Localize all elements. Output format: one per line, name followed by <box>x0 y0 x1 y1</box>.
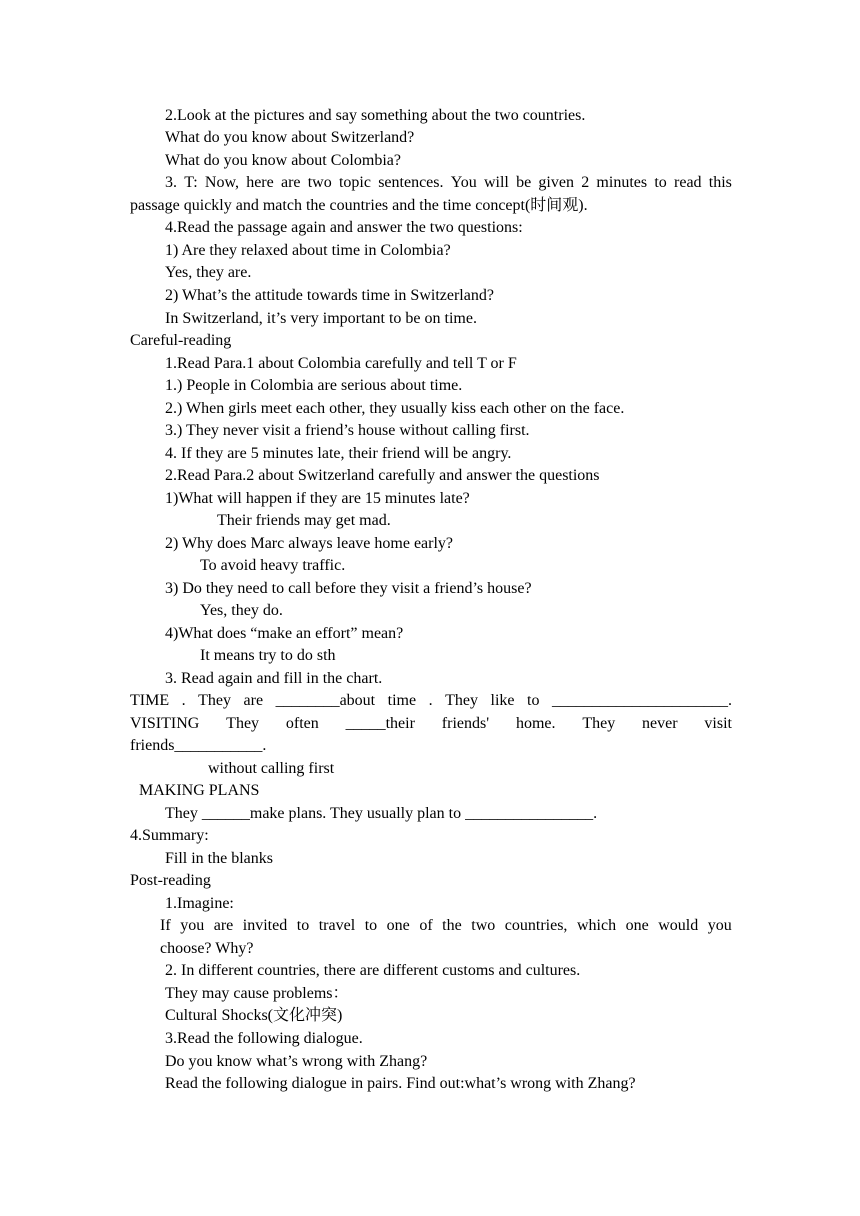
text-line: 2) Why does Marc always leave home early? <box>165 535 454 552</box>
text-line: 4)What does “make an effort” mean? <box>165 625 404 642</box>
text-line: 1.Read Para.1 about Colombia carefully and tell T or F <box>165 355 517 372</box>
text-line: What do you know about Colombia? <box>165 152 401 169</box>
word: one <box>386 917 410 934</box>
word: never <box>642 715 678 732</box>
text-line: 2. In different countries, there are different customs and cultures. <box>165 962 581 979</box>
word: sentences. <box>378 174 444 191</box>
word: TIME <box>130 692 170 709</box>
word: one <box>625 917 649 934</box>
word: home. <box>515 715 556 732</box>
text-line: 3) Do they need to call before they visit a friend’s house? <box>165 580 532 597</box>
text-line: 4. If they are 5 minutes late, their friend will be angry. <box>165 445 512 462</box>
text-line: 2.Read Para.2 about Switzerland carefully and answer the questions <box>165 467 600 484</box>
text-line: friends___________. <box>130 737 267 754</box>
text-line: 2.Look at the pictures and say something about the two countries. <box>165 107 586 124</box>
text-line: In Switzerland, it’s very important to be on time. <box>165 310 477 327</box>
text-line: 2) What’s the attitude towards time in Switzerland? <box>165 287 494 304</box>
text-line: Yes, they are. <box>165 264 252 281</box>
word: ________about <box>275 692 376 709</box>
text-line: To avoid heavy traffic. <box>200 557 346 574</box>
word: which <box>576 917 617 934</box>
section-heading: Careful-reading <box>130 332 232 349</box>
word: are <box>243 692 264 709</box>
word: travel <box>318 917 356 934</box>
word: be <box>516 174 532 191</box>
word: often <box>285 715 319 732</box>
text-line: What do you know about Switzerland? <box>165 129 415 146</box>
word: you <box>707 917 732 934</box>
text-line: passage quickly and match the countries and the time concept(时间观). <box>130 197 588 214</box>
text-line: Yes, they do. <box>200 602 283 619</box>
justified-line <box>130 691 732 711</box>
text-line: They ______make plans. They usually plan to ________________. <box>165 805 598 822</box>
text-line: MAKING PLANS <box>139 782 260 799</box>
word: to <box>527 692 540 709</box>
word: 3. <box>165 174 177 191</box>
text-line: 1) Are they relaxed about time in Colombia? <box>165 242 451 259</box>
justified-line <box>165 173 732 193</box>
justified-line <box>160 916 732 936</box>
word: minutes <box>596 174 648 191</box>
text-line: 4.Read the passage again and answer the two questions: <box>165 219 523 236</box>
text-line: 1)What will happen if they are 15 minutes late? <box>165 490 470 507</box>
word: are <box>280 174 301 191</box>
text-line: Fill in the blanks <box>165 850 273 867</box>
word: topic <box>338 174 371 191</box>
text-line: Cultural Shocks(文化冲突) <box>165 1007 343 1024</box>
word: are <box>213 917 234 934</box>
word: If <box>160 917 171 934</box>
word: _____their <box>345 715 415 732</box>
word: will <box>483 174 509 191</box>
word: ______________________. <box>551 692 732 709</box>
text-line: 4.Summary: <box>130 827 209 844</box>
text-line: They may cause problems： <box>165 985 349 1002</box>
word: 2 <box>581 174 590 191</box>
text-line: Their friends may get mad. <box>217 512 391 529</box>
word: read <box>674 174 702 191</box>
text-line: choose? Why? <box>160 940 254 957</box>
text-line: 1.) People in Colombia are serious about time. <box>165 377 463 394</box>
word: They <box>582 715 616 732</box>
word: You <box>450 174 477 191</box>
word: Now, <box>204 174 239 191</box>
word: two <box>307 174 332 191</box>
word: of <box>419 917 433 934</box>
word: two <box>471 917 496 934</box>
text-line: 3. Read again and fill in the chart. <box>165 670 383 687</box>
text-line: 2.) When girls meet each other, they usually kiss each other on the face. <box>165 400 625 417</box>
text-line: without calling first <box>208 760 335 777</box>
word: invited <box>242 917 288 934</box>
word: to <box>296 917 310 934</box>
word: VISITING <box>130 715 200 732</box>
word: T: <box>184 174 198 191</box>
word: here <box>246 174 274 191</box>
word: the <box>442 917 462 934</box>
word: given <box>538 174 574 191</box>
word: They <box>445 692 478 709</box>
word: time <box>387 692 417 709</box>
section-heading: Post-reading <box>130 872 211 889</box>
word: to <box>654 174 667 191</box>
word: . <box>181 692 186 709</box>
word: would <box>658 917 699 934</box>
text-line: Read the following dialogue in pairs. Find out:what’s wrong with Zhang? <box>165 1075 636 1092</box>
word: friends' <box>441 715 490 732</box>
word: countries, <box>504 917 568 934</box>
text-line: It means try to do sth <box>200 647 336 664</box>
word: you <box>180 917 205 934</box>
text-line: 3.Read the following dialogue. <box>165 1030 363 1047</box>
justified-line <box>130 714 732 734</box>
word: this <box>708 174 732 191</box>
word: like <box>490 692 515 709</box>
text-line: 1.Imagine: <box>165 895 234 912</box>
word: They <box>226 715 260 732</box>
word: visit <box>704 715 732 732</box>
word: . <box>428 692 433 709</box>
text-line: Do you know what’s wrong with Zhang? <box>165 1053 428 1070</box>
text-line: 3.) They never visit a friend’s house without calling first. <box>165 422 530 439</box>
word: They <box>198 692 232 709</box>
word: to <box>364 917 378 934</box>
